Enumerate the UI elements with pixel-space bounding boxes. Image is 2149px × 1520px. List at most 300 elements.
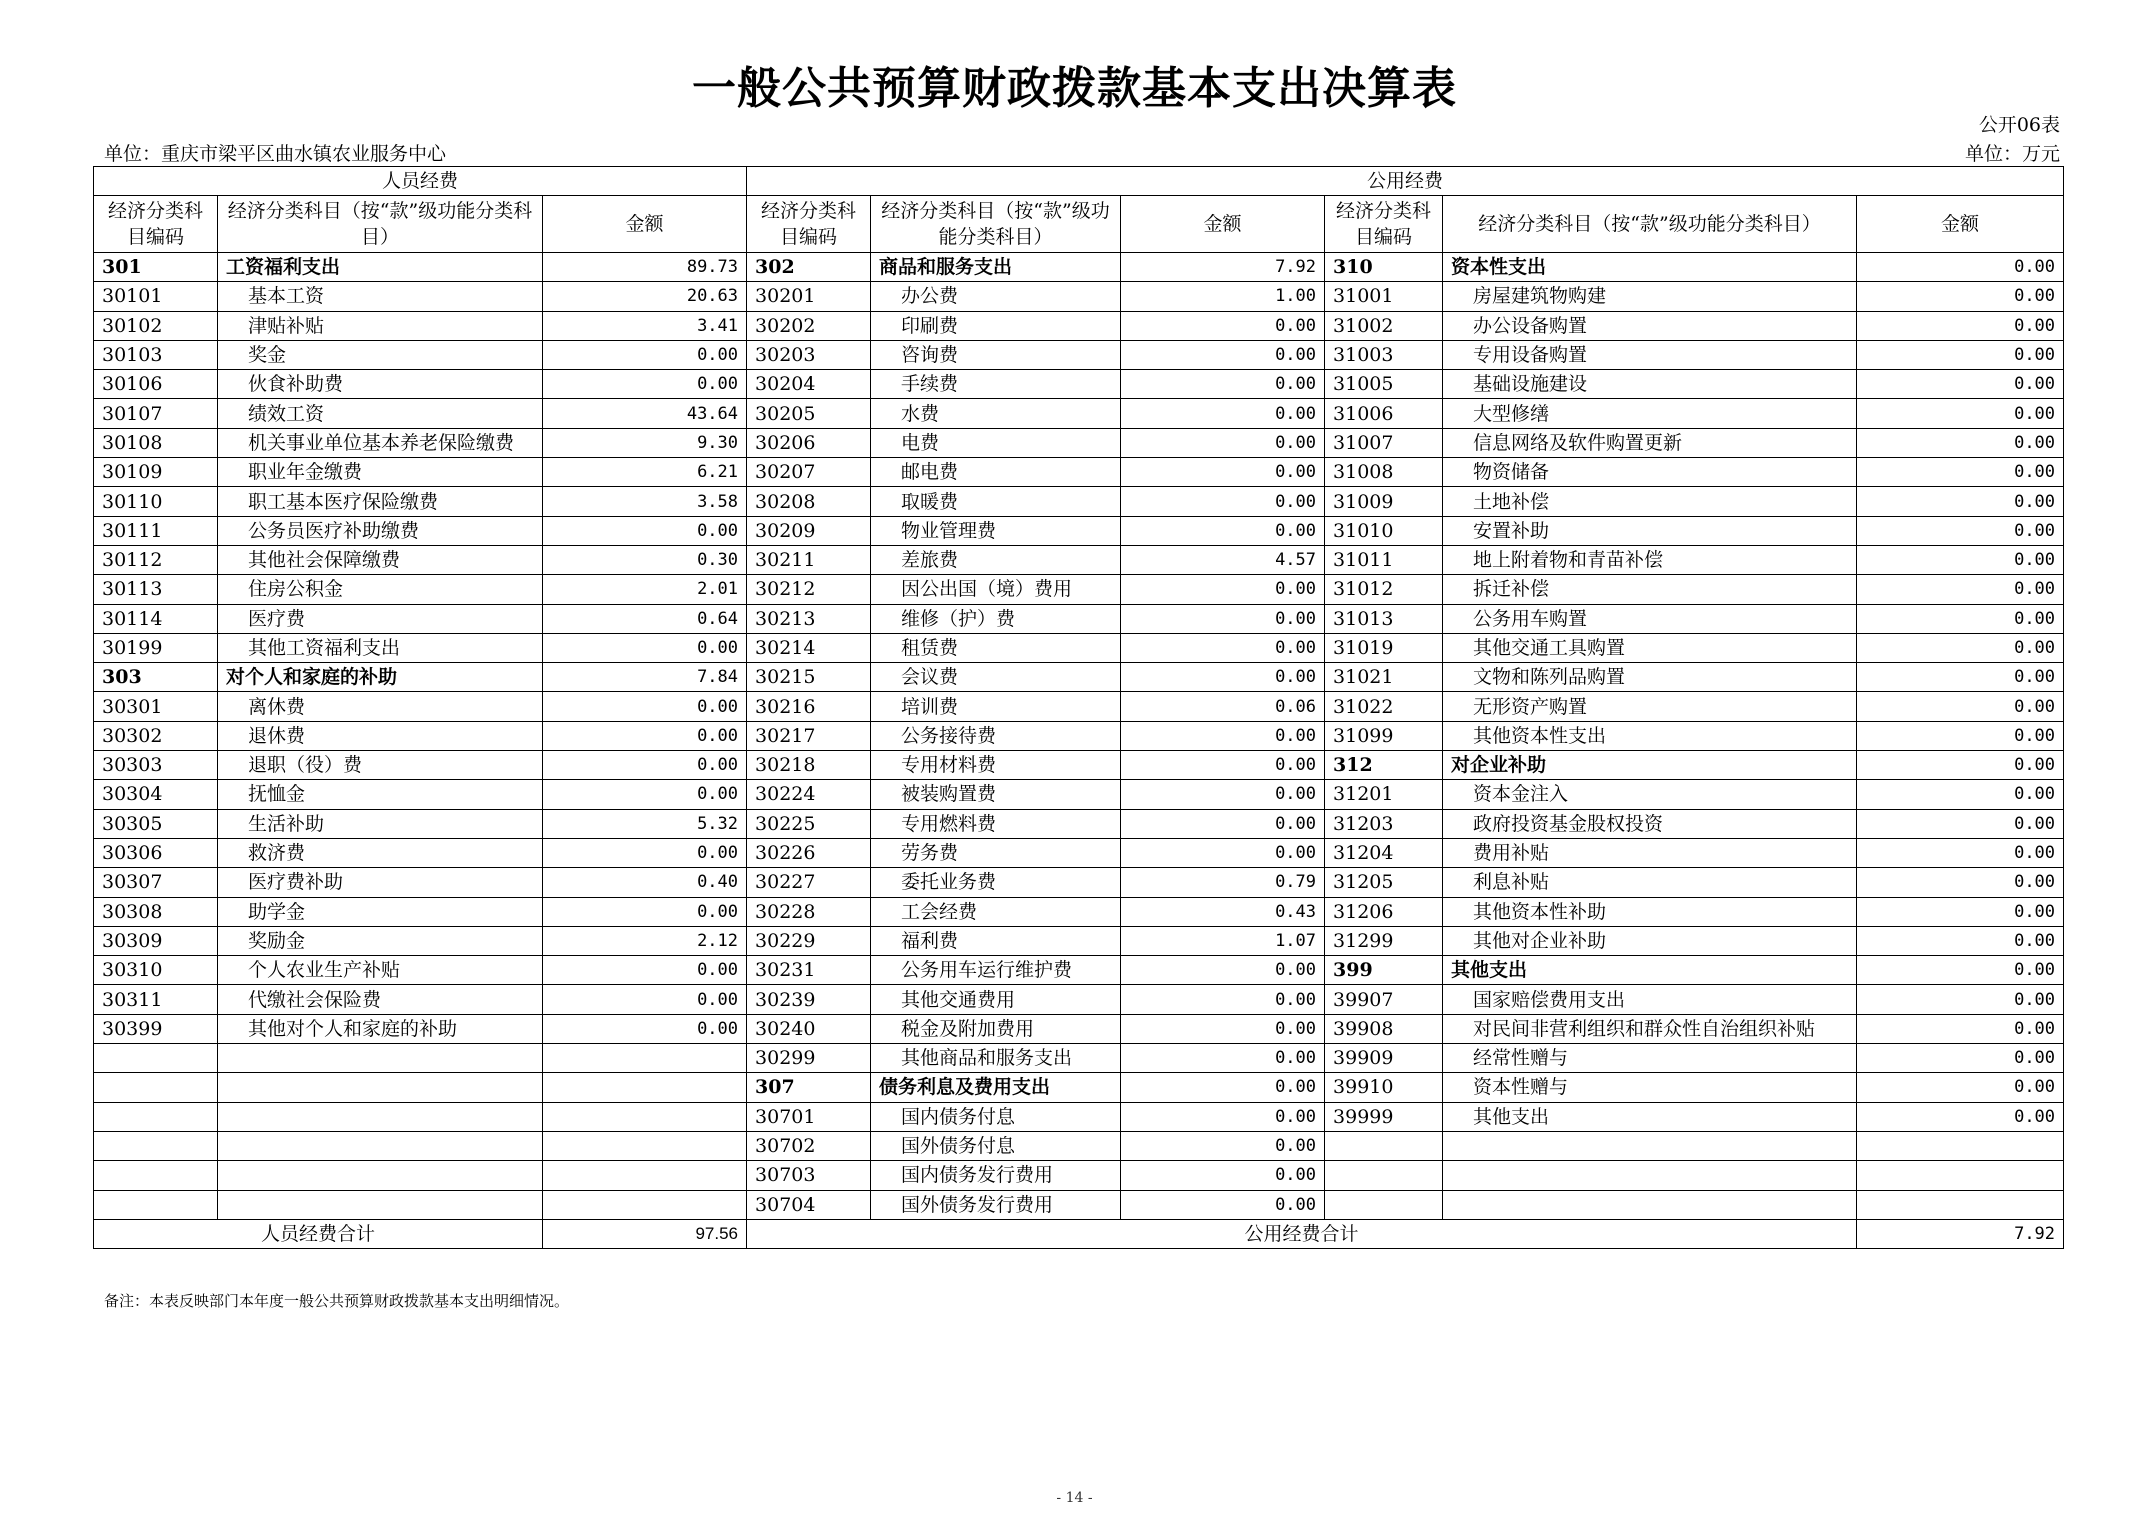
header-amount-1: 金额 bbox=[543, 196, 747, 253]
code-cell: 30202 bbox=[747, 311, 871, 340]
code-cell bbox=[94, 1161, 218, 1190]
category-name-cell: 退职（役）费 bbox=[218, 751, 543, 780]
category-name-cell: 对民间非营利组织和群众性自治组织补贴 bbox=[1443, 1014, 1857, 1043]
category-name-cell: 经常性赠与 bbox=[1443, 1044, 1857, 1073]
amount-cell: 0.00 bbox=[1857, 780, 2064, 809]
amount-cell: 9.30 bbox=[543, 428, 747, 457]
category-name-cell: 委托业务费 bbox=[871, 868, 1121, 897]
amount-cell bbox=[1857, 1190, 2064, 1219]
page-number: - 14 - bbox=[1056, 1490, 1093, 1506]
code-cell: 31205 bbox=[1325, 868, 1443, 897]
code-cell bbox=[1325, 1161, 1443, 1190]
category-name-cell: 因公出国（境）费用 bbox=[871, 575, 1121, 604]
amount-cell: 0.00 bbox=[1121, 311, 1325, 340]
amount-cell: 3.41 bbox=[543, 311, 747, 340]
table-row bbox=[94, 663, 2064, 692]
table-row bbox=[94, 428, 2064, 457]
amount-cell: 0.00 bbox=[1121, 399, 1325, 428]
category-name-cell: 资本性支出 bbox=[1443, 253, 1857, 282]
table-row bbox=[94, 399, 2064, 428]
table-row bbox=[94, 751, 2064, 780]
category-name-cell: 其他商品和服务支出 bbox=[871, 1044, 1121, 1073]
category-name-cell bbox=[218, 1131, 543, 1160]
amount-cell bbox=[543, 1073, 747, 1102]
amount-cell: 0.00 bbox=[1857, 926, 2064, 955]
category-name-cell: 公务用车运行维护费 bbox=[871, 956, 1121, 985]
code-cell: 303 bbox=[94, 663, 218, 692]
amount-cell: 0.30 bbox=[543, 545, 747, 574]
table-row bbox=[94, 985, 2064, 1014]
code-cell: 30110 bbox=[94, 487, 218, 516]
category-name-cell: 津贴补贴 bbox=[218, 311, 543, 340]
amount-cell: 1.07 bbox=[1121, 926, 1325, 955]
category-name-cell: 政府投资基金股权投资 bbox=[1443, 809, 1857, 838]
amount-cell bbox=[543, 1102, 747, 1131]
code-cell: 31022 bbox=[1325, 692, 1443, 721]
category-name-cell: 利息补贴 bbox=[1443, 868, 1857, 897]
category-name-cell: 商品和服务支出 bbox=[871, 253, 1121, 282]
amount-cell: 0.00 bbox=[1857, 1073, 2064, 1102]
table-row bbox=[94, 1131, 2064, 1160]
amount-cell: 0.00 bbox=[543, 516, 747, 545]
category-name-cell: 基本工资 bbox=[218, 282, 543, 311]
code-cell: 30111 bbox=[94, 516, 218, 545]
expenditure-table bbox=[93, 166, 2064, 1249]
category-name-cell: 差旅费 bbox=[871, 545, 1121, 574]
amount-cell: 0.00 bbox=[1857, 692, 2064, 721]
category-name-cell: 资本金注入 bbox=[1443, 780, 1857, 809]
category-name-cell: 国家赔偿费用支出 bbox=[1443, 985, 1857, 1014]
code-cell: 30108 bbox=[94, 428, 218, 457]
code-cell: 30309 bbox=[94, 926, 218, 955]
amount-cell bbox=[1857, 1161, 2064, 1190]
category-name-cell: 会议费 bbox=[871, 663, 1121, 692]
category-name-cell: 劳务费 bbox=[871, 838, 1121, 867]
table-row bbox=[94, 1073, 2064, 1102]
amount-cell: 0.00 bbox=[543, 985, 747, 1014]
code-cell bbox=[94, 1131, 218, 1160]
code-cell: 30702 bbox=[747, 1131, 871, 1160]
code-cell: 30703 bbox=[747, 1161, 871, 1190]
amount-cell: 0.00 bbox=[543, 1014, 747, 1043]
category-name-cell: 土地补偿 bbox=[1443, 487, 1857, 516]
public-total-label: 公用经费合计 bbox=[747, 1219, 1857, 1248]
table-row bbox=[94, 370, 2064, 399]
category-name-cell bbox=[1443, 1190, 1857, 1219]
header-name-3: 经济分类科目（按“款”级功能分类科目） bbox=[1443, 196, 1857, 253]
code-cell: 30226 bbox=[747, 838, 871, 867]
amount-cell bbox=[543, 1190, 747, 1219]
code-cell: 30214 bbox=[747, 633, 871, 662]
code-cell: 30107 bbox=[94, 399, 218, 428]
amount-cell: 0.00 bbox=[543, 692, 747, 721]
code-cell: 31011 bbox=[1325, 545, 1443, 574]
category-name-cell: 工会经费 bbox=[871, 897, 1121, 926]
category-name-cell: 基础设施建设 bbox=[1443, 370, 1857, 399]
code-cell: 31013 bbox=[1325, 604, 1443, 633]
table-row bbox=[94, 721, 2064, 750]
code-cell: 30308 bbox=[94, 897, 218, 926]
amount-cell: 0.00 bbox=[1857, 956, 2064, 985]
table-row bbox=[94, 282, 2064, 311]
code-cell: 31206 bbox=[1325, 897, 1443, 926]
amount-cell: 0.00 bbox=[1121, 1014, 1325, 1043]
category-name-cell: 工资福利支出 bbox=[218, 253, 543, 282]
category-name-cell: 公务接待费 bbox=[871, 721, 1121, 750]
category-name-cell: 邮电费 bbox=[871, 458, 1121, 487]
amount-cell: 0.00 bbox=[1857, 633, 2064, 662]
code-cell: 30239 bbox=[747, 985, 871, 1014]
category-name-cell: 维修（护）费 bbox=[871, 604, 1121, 633]
code-cell: 30302 bbox=[94, 721, 218, 750]
form-number: 公开06表 bbox=[1978, 114, 2060, 136]
code-cell: 39907 bbox=[1325, 985, 1443, 1014]
category-name-cell: 抚恤金 bbox=[218, 780, 543, 809]
code-cell: 30208 bbox=[747, 487, 871, 516]
personnel-total-value: 97.56 bbox=[543, 1219, 747, 1248]
code-cell: 30209 bbox=[747, 516, 871, 545]
header-amount-2: 金额 bbox=[1121, 196, 1325, 253]
amount-cell: 0.00 bbox=[1857, 458, 2064, 487]
category-name-cell: 房屋建筑物购建 bbox=[1443, 282, 1857, 311]
category-name-cell: 其他资本性补助 bbox=[1443, 897, 1857, 926]
amount-cell: 0.00 bbox=[1121, 809, 1325, 838]
table-row bbox=[94, 487, 2064, 516]
category-name-cell: 电费 bbox=[871, 428, 1121, 457]
amount-cell: 0.00 bbox=[1857, 985, 2064, 1014]
amount-cell: 0.00 bbox=[1857, 809, 2064, 838]
code-cell: 30113 bbox=[94, 575, 218, 604]
code-cell: 39909 bbox=[1325, 1044, 1443, 1073]
code-cell: 310 bbox=[1325, 253, 1443, 282]
code-cell: 31003 bbox=[1325, 340, 1443, 369]
category-name-cell: 绩效工资 bbox=[218, 399, 543, 428]
category-name-cell: 手续费 bbox=[871, 370, 1121, 399]
amount-cell: 0.06 bbox=[1121, 692, 1325, 721]
code-cell: 30217 bbox=[747, 721, 871, 750]
unit-organization: 单位：重庆市梁平区曲水镇农业服务中心 bbox=[104, 143, 447, 165]
category-name-cell: 对企业补助 bbox=[1443, 751, 1857, 780]
amount-cell: 0.00 bbox=[1857, 340, 2064, 369]
code-cell: 312 bbox=[1325, 751, 1443, 780]
amount-cell: 0.00 bbox=[1857, 575, 2064, 604]
code-cell: 30215 bbox=[747, 663, 871, 692]
amount-cell: 0.43 bbox=[1121, 897, 1325, 926]
category-name-cell: 水费 bbox=[871, 399, 1121, 428]
code-cell bbox=[1325, 1131, 1443, 1160]
category-name-cell: 其他对企业补助 bbox=[1443, 926, 1857, 955]
category-name-cell: 对个人和家庭的补助 bbox=[218, 663, 543, 692]
amount-cell: 0.00 bbox=[1857, 545, 2064, 574]
category-name-cell: 生活补助 bbox=[218, 809, 543, 838]
amount-cell: 0.00 bbox=[1121, 1044, 1325, 1073]
code-cell: 30102 bbox=[94, 311, 218, 340]
public-total-value: 7.92 bbox=[1857, 1219, 2064, 1248]
amount-cell: 0.00 bbox=[1857, 1014, 2064, 1043]
code-cell: 30240 bbox=[747, 1014, 871, 1043]
table-row bbox=[94, 897, 2064, 926]
amount-cell: 89.73 bbox=[543, 253, 747, 282]
category-name-cell: 文物和陈列品购置 bbox=[1443, 663, 1857, 692]
category-name-cell: 物业管理费 bbox=[871, 516, 1121, 545]
category-name-cell: 奖金 bbox=[218, 340, 543, 369]
amount-cell: 0.00 bbox=[1121, 1102, 1325, 1131]
header-row-groups bbox=[94, 167, 2064, 196]
category-name-cell: 租赁费 bbox=[871, 633, 1121, 662]
code-cell: 30207 bbox=[747, 458, 871, 487]
code-cell: 30224 bbox=[747, 780, 871, 809]
category-name-cell: 退休费 bbox=[218, 721, 543, 750]
code-cell: 31019 bbox=[1325, 633, 1443, 662]
code-cell: 30205 bbox=[747, 399, 871, 428]
category-name-cell: 其他资本性支出 bbox=[1443, 721, 1857, 750]
amount-cell: 0.00 bbox=[543, 721, 747, 750]
code-cell: 31203 bbox=[1325, 809, 1443, 838]
header-row-columns bbox=[94, 196, 2064, 253]
amount-cell: 0.00 bbox=[1121, 516, 1325, 545]
code-cell: 30307 bbox=[94, 868, 218, 897]
category-name-cell: 机关事业单位基本养老保险缴费 bbox=[218, 428, 543, 457]
category-name-cell: 公务员医疗补助缴费 bbox=[218, 516, 543, 545]
category-name-cell bbox=[218, 1102, 543, 1131]
category-name-cell: 住房公积金 bbox=[218, 575, 543, 604]
category-name-cell: 公务用车购置 bbox=[1443, 604, 1857, 633]
category-name-cell: 其他对个人和家庭的补助 bbox=[218, 1014, 543, 1043]
amount-cell: 0.00 bbox=[1121, 575, 1325, 604]
category-name-cell: 其他支出 bbox=[1443, 1102, 1857, 1131]
amount-cell: 0.00 bbox=[1857, 663, 2064, 692]
category-name-cell: 费用补贴 bbox=[1443, 838, 1857, 867]
amount-cell: 0.00 bbox=[1121, 663, 1325, 692]
code-cell: 31099 bbox=[1325, 721, 1443, 750]
code-cell bbox=[94, 1102, 218, 1131]
category-name-cell bbox=[218, 1190, 543, 1219]
table-row bbox=[94, 1014, 2064, 1043]
category-name-cell: 信息网络及软件购置更新 bbox=[1443, 428, 1857, 457]
code-cell: 30310 bbox=[94, 956, 218, 985]
code-cell: 30299 bbox=[747, 1044, 871, 1073]
table-row bbox=[94, 604, 2064, 633]
code-cell: 30228 bbox=[747, 897, 871, 926]
code-cell: 30225 bbox=[747, 809, 871, 838]
amount-cell: 0.00 bbox=[1121, 604, 1325, 633]
amount-cell: 3.58 bbox=[543, 487, 747, 516]
code-cell: 301 bbox=[94, 253, 218, 282]
amount-cell: 0.00 bbox=[1121, 780, 1325, 809]
code-cell: 31002 bbox=[1325, 311, 1443, 340]
category-name-cell: 职业年金缴费 bbox=[218, 458, 543, 487]
amount-cell: 0.00 bbox=[1857, 604, 2064, 633]
table-row bbox=[94, 926, 2064, 955]
category-name-cell bbox=[218, 1073, 543, 1102]
category-name-cell: 职工基本医疗保险缴费 bbox=[218, 487, 543, 516]
code-cell: 30704 bbox=[747, 1190, 871, 1219]
personnel-total-label: 人员经费合计 bbox=[94, 1219, 543, 1248]
amount-cell: 2.12 bbox=[543, 926, 747, 955]
code-cell: 30701 bbox=[747, 1102, 871, 1131]
code-cell: 30213 bbox=[747, 604, 871, 633]
category-name-cell: 其他交通费用 bbox=[871, 985, 1121, 1014]
code-cell bbox=[94, 1044, 218, 1073]
code-cell: 30303 bbox=[94, 751, 218, 780]
table-row bbox=[94, 340, 2064, 369]
amount-cell: 0.00 bbox=[1121, 956, 1325, 985]
amount-cell: 0.00 bbox=[1121, 985, 1325, 1014]
code-cell: 30206 bbox=[747, 428, 871, 457]
code-cell: 30103 bbox=[94, 340, 218, 369]
category-name-cell: 个人农业生产补贴 bbox=[218, 956, 543, 985]
category-name-cell: 债务利息及费用支出 bbox=[871, 1073, 1121, 1102]
code-cell: 31010 bbox=[1325, 516, 1443, 545]
footnote: 备注：本表反映部门本年度一般公共预算财政拨款基本支出明细情况。 bbox=[104, 1292, 570, 1310]
amount-cell: 6.21 bbox=[543, 458, 747, 487]
code-cell: 39999 bbox=[1325, 1102, 1443, 1131]
code-cell: 399 bbox=[1325, 956, 1443, 985]
amount-cell: 0.00 bbox=[543, 340, 747, 369]
category-name-cell: 专用燃料费 bbox=[871, 809, 1121, 838]
category-name-cell: 离休费 bbox=[218, 692, 543, 721]
amount-cell bbox=[543, 1044, 747, 1073]
code-cell: 31005 bbox=[1325, 370, 1443, 399]
category-name-cell: 国内债务发行费用 bbox=[871, 1161, 1121, 1190]
category-name-cell: 办公设备购置 bbox=[1443, 311, 1857, 340]
category-name-cell: 大型修缮 bbox=[1443, 399, 1857, 428]
code-cell: 30106 bbox=[94, 370, 218, 399]
code-cell: 30109 bbox=[94, 458, 218, 487]
amount-cell: 0.00 bbox=[543, 780, 747, 809]
amount-cell: 0.00 bbox=[1121, 428, 1325, 457]
code-cell: 31204 bbox=[1325, 838, 1443, 867]
table-row bbox=[94, 253, 2064, 282]
amount-cell: 0.00 bbox=[1121, 1190, 1325, 1219]
amount-cell: 0.00 bbox=[1857, 1102, 2064, 1131]
amount-cell: 0.00 bbox=[1857, 428, 2064, 457]
amount-cell: 0.00 bbox=[1121, 1131, 1325, 1160]
category-name-cell: 其他支出 bbox=[1443, 956, 1857, 985]
code-cell: 30399 bbox=[94, 1014, 218, 1043]
code-cell bbox=[1325, 1190, 1443, 1219]
category-name-cell: 其他社会保障缴费 bbox=[218, 545, 543, 574]
category-name-cell: 救济费 bbox=[218, 838, 543, 867]
header-code-2: 经济分类科目编码 bbox=[747, 196, 871, 253]
amount-cell: 0.00 bbox=[1857, 868, 2064, 897]
amount-cell: 0.00 bbox=[1857, 399, 2064, 428]
category-name-cell: 医疗费 bbox=[218, 604, 543, 633]
category-name-cell bbox=[1443, 1161, 1857, 1190]
code-cell: 30306 bbox=[94, 838, 218, 867]
amount-cell: 0.00 bbox=[1857, 516, 2064, 545]
category-name-cell: 咨询费 bbox=[871, 340, 1121, 369]
code-cell: 31007 bbox=[1325, 428, 1443, 457]
category-name-cell: 办公费 bbox=[871, 282, 1121, 311]
code-cell: 30211 bbox=[747, 545, 871, 574]
amount-cell: 0.79 bbox=[1121, 868, 1325, 897]
code-cell bbox=[94, 1073, 218, 1102]
amount-cell: 0.00 bbox=[1857, 370, 2064, 399]
amount-cell: 43.64 bbox=[543, 399, 747, 428]
amount-cell: 0.00 bbox=[543, 751, 747, 780]
amount-cell: 0.00 bbox=[1857, 838, 2064, 867]
amount-cell: 0.00 bbox=[1857, 897, 2064, 926]
code-cell: 307 bbox=[747, 1073, 871, 1102]
category-name-cell: 专用材料费 bbox=[871, 751, 1121, 780]
table-row bbox=[94, 545, 2064, 574]
unit-money: 单位：万元 bbox=[1964, 143, 2060, 165]
amount-cell: 0.00 bbox=[1857, 487, 2064, 516]
table-row bbox=[94, 575, 2064, 604]
page-title: 一般公共预算财政拨款基本支出决算表 bbox=[692, 63, 1457, 114]
table-row bbox=[94, 956, 2064, 985]
code-cell: 31021 bbox=[1325, 663, 1443, 692]
code-cell: 30201 bbox=[747, 282, 871, 311]
code-cell: 31201 bbox=[1325, 780, 1443, 809]
category-name-cell: 物资储备 bbox=[1443, 458, 1857, 487]
category-name-cell: 培训费 bbox=[871, 692, 1121, 721]
amount-cell: 5.32 bbox=[543, 809, 747, 838]
amount-cell bbox=[543, 1161, 747, 1190]
amount-cell: 7.92 bbox=[1121, 253, 1325, 282]
code-cell: 31006 bbox=[1325, 399, 1443, 428]
table-row bbox=[94, 692, 2064, 721]
category-name-cell: 其他工资福利支出 bbox=[218, 633, 543, 662]
table-row bbox=[94, 809, 2064, 838]
amount-cell: 0.00 bbox=[543, 956, 747, 985]
table-row bbox=[94, 838, 2064, 867]
category-name-cell bbox=[1443, 1131, 1857, 1160]
category-name-cell: 税金及附加费用 bbox=[871, 1014, 1121, 1043]
header-public: 公用经费 bbox=[747, 167, 2064, 196]
code-cell: 30311 bbox=[94, 985, 218, 1014]
category-name-cell: 其他交通工具购置 bbox=[1443, 633, 1857, 662]
code-cell: 302 bbox=[747, 253, 871, 282]
code-cell: 30229 bbox=[747, 926, 871, 955]
category-name-cell: 代缴社会保险费 bbox=[218, 985, 543, 1014]
header-code-1: 经济分类科目编码 bbox=[94, 196, 218, 253]
amount-cell: 0.00 bbox=[1121, 1073, 1325, 1102]
category-name-cell: 国外债务付息 bbox=[871, 1131, 1121, 1160]
table-row bbox=[94, 868, 2064, 897]
amount-cell: 0.00 bbox=[1857, 751, 2064, 780]
table-row bbox=[94, 516, 2064, 545]
code-cell: 30101 bbox=[94, 282, 218, 311]
code-cell: 30227 bbox=[747, 868, 871, 897]
category-name-cell: 无形资产购置 bbox=[1443, 692, 1857, 721]
category-name-cell: 伙食补助费 bbox=[218, 370, 543, 399]
amount-cell: 0.00 bbox=[1857, 721, 2064, 750]
category-name-cell: 医疗费补助 bbox=[218, 868, 543, 897]
amount-cell: 0.00 bbox=[1121, 487, 1325, 516]
category-name-cell: 印刷费 bbox=[871, 311, 1121, 340]
amount-cell: 0.00 bbox=[543, 370, 747, 399]
category-name-cell: 国内债务付息 bbox=[871, 1102, 1121, 1131]
amount-cell: 0.00 bbox=[1121, 838, 1325, 867]
table-row bbox=[94, 633, 2064, 662]
code-cell: 30218 bbox=[747, 751, 871, 780]
category-name-cell: 拆迁补偿 bbox=[1443, 575, 1857, 604]
code-cell: 31012 bbox=[1325, 575, 1443, 604]
code-cell: 30112 bbox=[94, 545, 218, 574]
category-name-cell bbox=[218, 1044, 543, 1073]
amount-cell: 0.00 bbox=[1857, 311, 2064, 340]
table-row bbox=[94, 1161, 2064, 1190]
category-name-cell: 助学金 bbox=[218, 897, 543, 926]
code-cell: 39910 bbox=[1325, 1073, 1443, 1102]
amount-cell: 1.00 bbox=[1121, 282, 1325, 311]
category-name-cell: 专用设备购置 bbox=[1443, 340, 1857, 369]
table-row bbox=[94, 1190, 2064, 1219]
header-name-1: 经济分类科目（按“款”级功能分类科目） bbox=[218, 196, 543, 253]
code-cell: 31009 bbox=[1325, 487, 1443, 516]
